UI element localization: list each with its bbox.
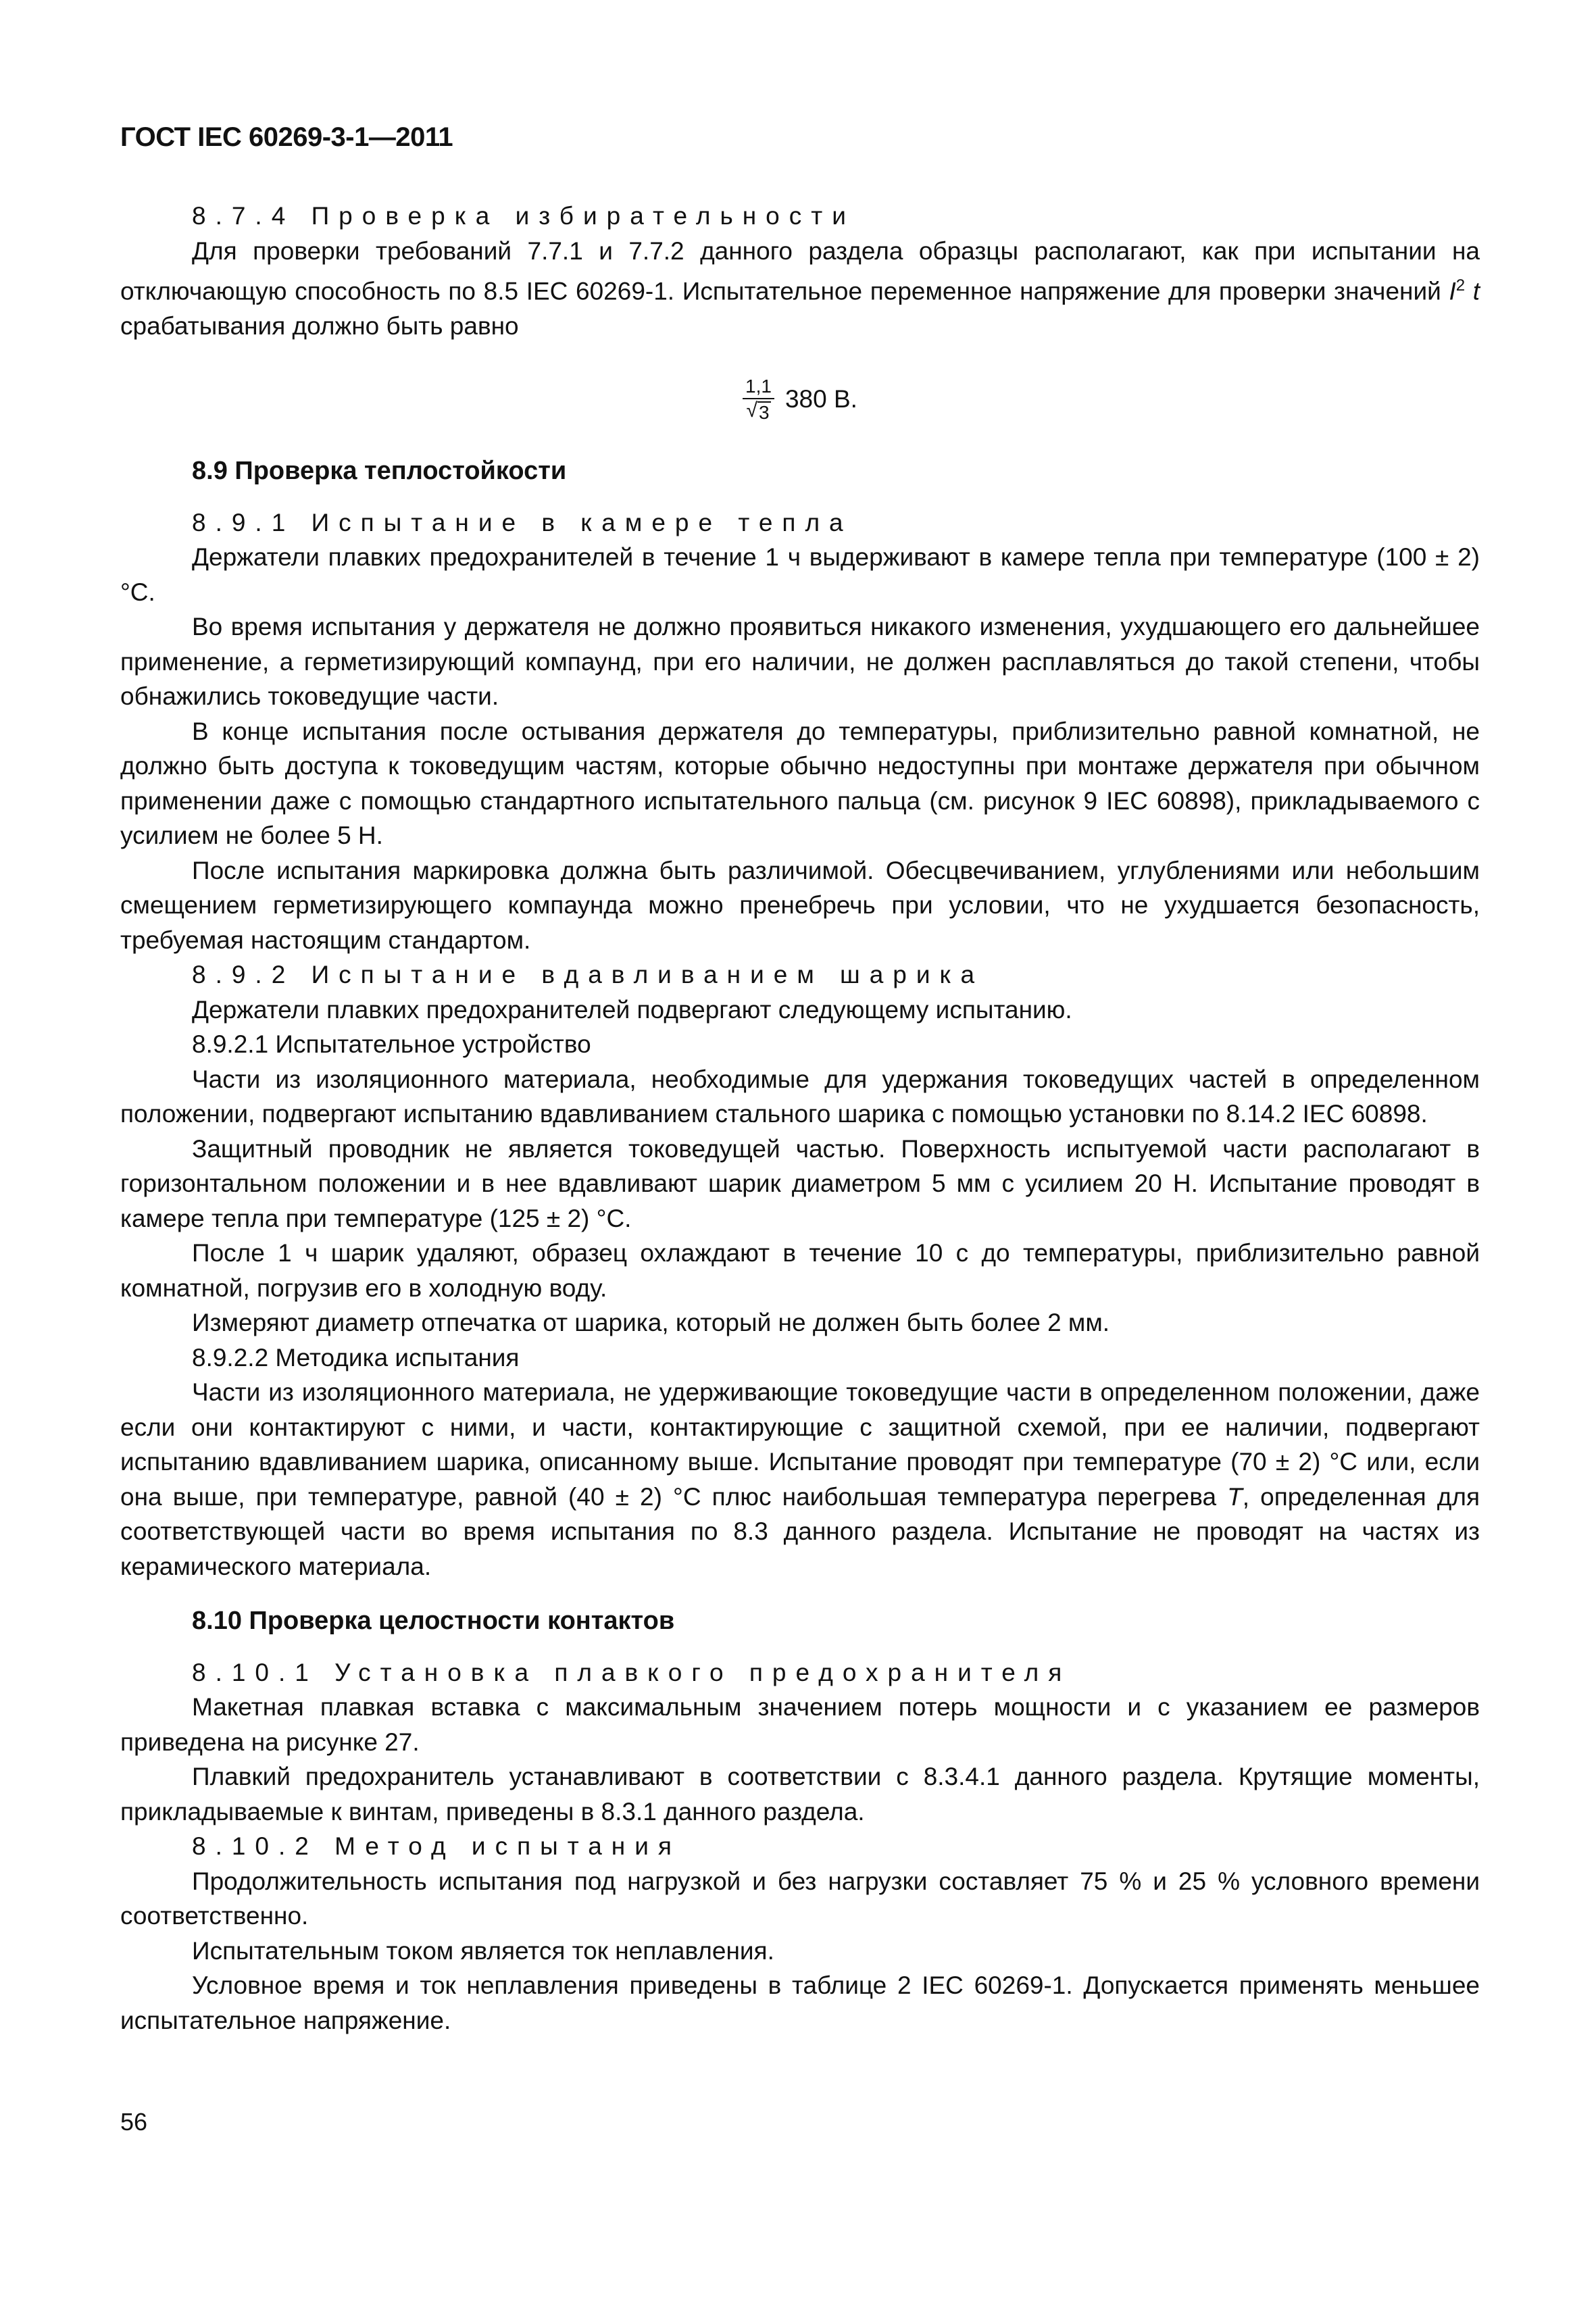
voltage-formula (120, 363, 1480, 434)
paragraph: Испытательным током является ток неплавления. (192, 1936, 774, 1965)
clause-title: 8.9.2.2 Методика испытания (192, 1343, 520, 1372)
document-body (120, 199, 1480, 2038)
fraction-numerator: 1,1 (743, 375, 774, 399)
paragraph: Для проверки требований 7.7.1 и 7.7.2 данного раздела образцы располагают, как при испытании на отключающую способность по 8.5 IEC 60269-1. Испытательное переменное напряжение для проверки значений $I^2$ t срабатывания должно быть равно (120, 236, 1480, 340)
paragraph: Измеряют диаметр отпечатка от шарика, который не должен быть более 2 мм. (192, 1309, 1110, 1337)
paragraph: Части из изоляционного материала, не удерживающие токоведущие части в определенном положении, даже если они контактируют с ними, и части, контактирующие с защитной схемой, при ее наличии, подвергают испытанию вдавливанием шарика, описанному выше. Испытание проводят при температуре (70 ± 2) °С или, если она выше, при температуре, равной (40 ± 2) °С плюс наибольшая температура перегрева Т, определенная для соответствующей части во время испытания по 8.3 данного раздела. Испытание не проводят на частях из керамического материала. (120, 1378, 1480, 1580)
subsection-title: 8.10.1 Установка плавкого предохранителя (192, 1658, 1072, 1686)
paragraph: После испытания маркировка должна быть различимой. Обесцвечиванием, углублениями или небольшим смещением герметизирующего компаунда можно пренебречь при условии, что не ухудшается безопасность, требуемая настоящим стандартом. (120, 856, 1480, 954)
paragraph: Макетная плавкая вставка с максимальным значением потерь мощности и с указанием ее размеров приведена на рисунке 27. (120, 1693, 1480, 1756)
subsection-title: 8.9.2 Испытание вдавливанием шарика (192, 961, 984, 989)
clause-title: 8.9.2.1 Испытательное устройство (192, 1030, 591, 1059)
document-header: ГОСТ IEC 60269-3-1—2011 (120, 122, 453, 152)
subsection-title: 8.9.1 Испытание в камере тепла (192, 508, 853, 536)
paragraph: После 1 ч шарик удаляют, образец охлаждают в течение 10 с до температуры, приблизительно равной комнатной, погрузив его в холодную воду. (120, 1239, 1480, 1302)
subsection-title: 8.7.4 Проверка избирательности (192, 202, 855, 230)
page-number: 56 (120, 2108, 148, 2136)
paragraph: Держатели плавких предохранителей в течение 1 ч выдерживают в камере тепла при температуре (100 ± 2) °С. (120, 543, 1480, 606)
paragraph: В конце испытания после остывания держателя до температуры, приблизительно равной комнатной, не должно быть доступа к токоведущим частям, которые обычно недоступны при монтаже держателя при обычном применении даже с помощью стандартного испытательного пальца (см. рисунок 9 IEC 60898), прикладываемого с усилием не более 5 Н. (120, 717, 1480, 850)
section-heading: 8.9 Проверка теплостойкости (192, 457, 567, 486)
section-heading: 8.10 Проверка целостности контактов (192, 1607, 675, 1636)
subsection-title: 8.10.2 Метод испытания (192, 1832, 681, 1861)
paragraph: Плавкий предохранитель устанавливают в соответствии с 8.3.4.1 данного раздела. Крутящие моменты, прикладываемые к винтам, приведены в 8.3.1 данного раздела. (120, 1763, 1480, 1826)
paragraph: Условное время и ток неплавления приведены в таблице 2 IEC 60269-1. Допускается применять меньшее испытательное напряжение. (120, 1971, 1480, 2034)
fraction (743, 375, 774, 423)
paragraph: Во время испытания у держателя не должно проявиться никакого изменения, ухудшающего его дальнейшее применение, а герметизирующий компаунд, при его наличии, не должен расплавляться до такой степени, чтобы обнажились токоведущие части. (120, 613, 1480, 711)
paragraph: Защитный проводник не является токоведущей частью. Поверхность испытуемой части располагают в горизонтальном положении и в нее вдавливают шарик диаметром 5 мм с усилием 20 Н. Испытание проводят в камере тепла при температуре (125 ± 2) °С. (120, 1134, 1480, 1232)
sqrt-icon: √ (746, 399, 757, 422)
formula-value: 380 В. (784, 384, 857, 413)
paragraph: Продолжительность испытания под нагрузкой и без нагрузки составляет 75 % и 25 % условного времени соответственно. (120, 1867, 1480, 1930)
paragraph: Части из изоляционного материала, необходимые для удержания токоведущих частей в определенном положении, подвергают испытанию вдавливанием стального шарика с помощью установки по 8.14.2 IEC 60898. (120, 1065, 1480, 1128)
fraction-denominator: √ 3 (746, 399, 770, 423)
paragraph: Держатели плавких предохранителей подвергают следующему испытанию. (192, 995, 1072, 1024)
